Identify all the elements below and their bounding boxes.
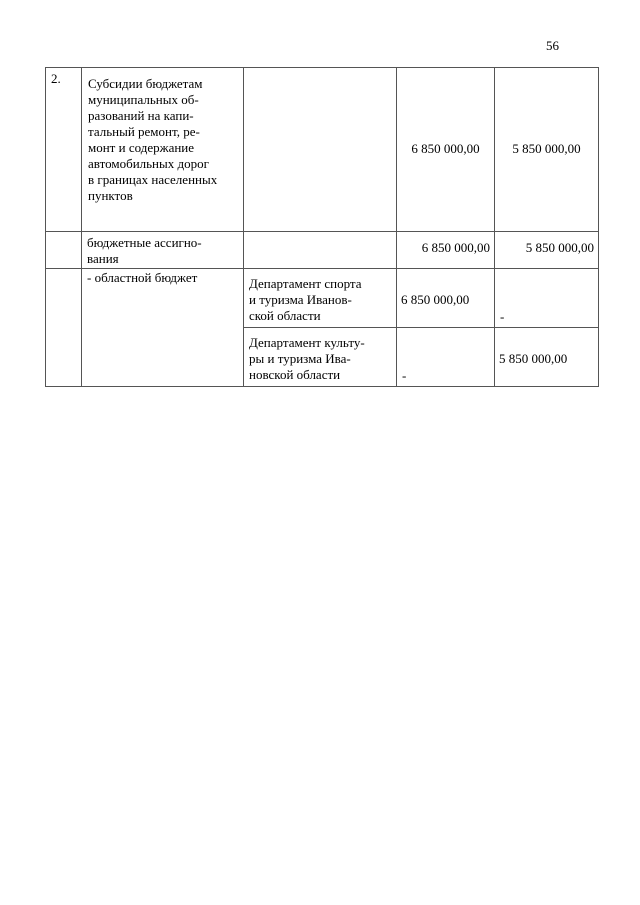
subsidy-title-line: пунктов bbox=[88, 188, 133, 203]
amount-1-cell bbox=[397, 68, 495, 232]
allocation-label-line: вания bbox=[87, 251, 119, 266]
amount-2-cell bbox=[495, 328, 599, 387]
subsidy-title-line: разований на капи- bbox=[88, 108, 194, 123]
table-row-sport-department bbox=[46, 269, 599, 328]
empty-department-cell bbox=[244, 232, 397, 269]
table-row-allocations bbox=[46, 232, 599, 269]
budget-table bbox=[45, 67, 599, 387]
subsidy-title bbox=[82, 68, 243, 204]
empty-index-cell bbox=[46, 269, 82, 387]
amount-2-cell bbox=[495, 68, 599, 232]
amount-1-cell bbox=[397, 232, 495, 269]
regional-budget-label: - областной бюджет bbox=[87, 270, 198, 285]
amount-1-culture-wrap bbox=[397, 328, 494, 386]
amount-2-culture: 5 850 000,00 bbox=[499, 351, 568, 366]
subsidy-title-line: муниципальных об- bbox=[88, 92, 199, 107]
allocation-label bbox=[82, 232, 243, 267]
regional-budget-cell bbox=[82, 269, 244, 387]
department-line: Департамент культу- bbox=[249, 335, 365, 350]
subsidy-title-line: Субсидии бюджетам bbox=[88, 76, 203, 91]
amount-2-cell bbox=[495, 269, 599, 328]
amount-2-cell bbox=[495, 232, 599, 269]
amount-1-cell bbox=[397, 269, 495, 328]
table-row-subsidy bbox=[46, 68, 599, 232]
department-line: и туризма Иванов- bbox=[249, 292, 352, 307]
department-line: ры и туризма Ива- bbox=[249, 351, 351, 366]
department-line: ской области bbox=[249, 308, 321, 323]
amount-1-total: 6 850 000,00 bbox=[411, 141, 480, 156]
sport-department-name bbox=[244, 269, 396, 324]
subsidy-title-line: автомобильных дорог bbox=[88, 156, 209, 171]
empty-department-cell bbox=[244, 68, 397, 232]
row-index: 2. bbox=[51, 71, 61, 86]
culture-department-name bbox=[244, 328, 396, 383]
allocation-label-cell bbox=[82, 232, 244, 269]
subsidy-title-line: в границах населенных bbox=[88, 172, 218, 187]
amount-2-sport-wrap bbox=[495, 269, 598, 327]
row-index-cell bbox=[46, 68, 82, 232]
amount-2-total: 5 850 000,00 bbox=[512, 141, 581, 156]
culture-department-cell bbox=[244, 328, 397, 387]
page-number: 56 bbox=[546, 38, 559, 53]
amount-2-allocation: 5 850 000,00 bbox=[525, 240, 594, 255]
amount-1-allocation: 6 850 000,00 bbox=[421, 240, 490, 255]
amount-1-culture: - bbox=[402, 368, 407, 383]
subsidy-title-line: тальный ремонт, ре- bbox=[88, 124, 200, 139]
empty-index-cell bbox=[46, 232, 82, 269]
department-line: Департамент спорта bbox=[249, 276, 362, 291]
amount-1-cell bbox=[397, 328, 495, 387]
amount-2-sport: - bbox=[500, 309, 505, 324]
amount-1-sport: 6 850 000,00 bbox=[401, 292, 470, 307]
sport-department-cell bbox=[244, 269, 397, 328]
allocation-label-line: бюджетные ассигно- bbox=[87, 235, 202, 250]
subsidy-title-cell bbox=[82, 68, 244, 232]
department-line: новской области bbox=[249, 367, 341, 382]
subsidy-title-line: монт и содержание bbox=[88, 140, 195, 155]
